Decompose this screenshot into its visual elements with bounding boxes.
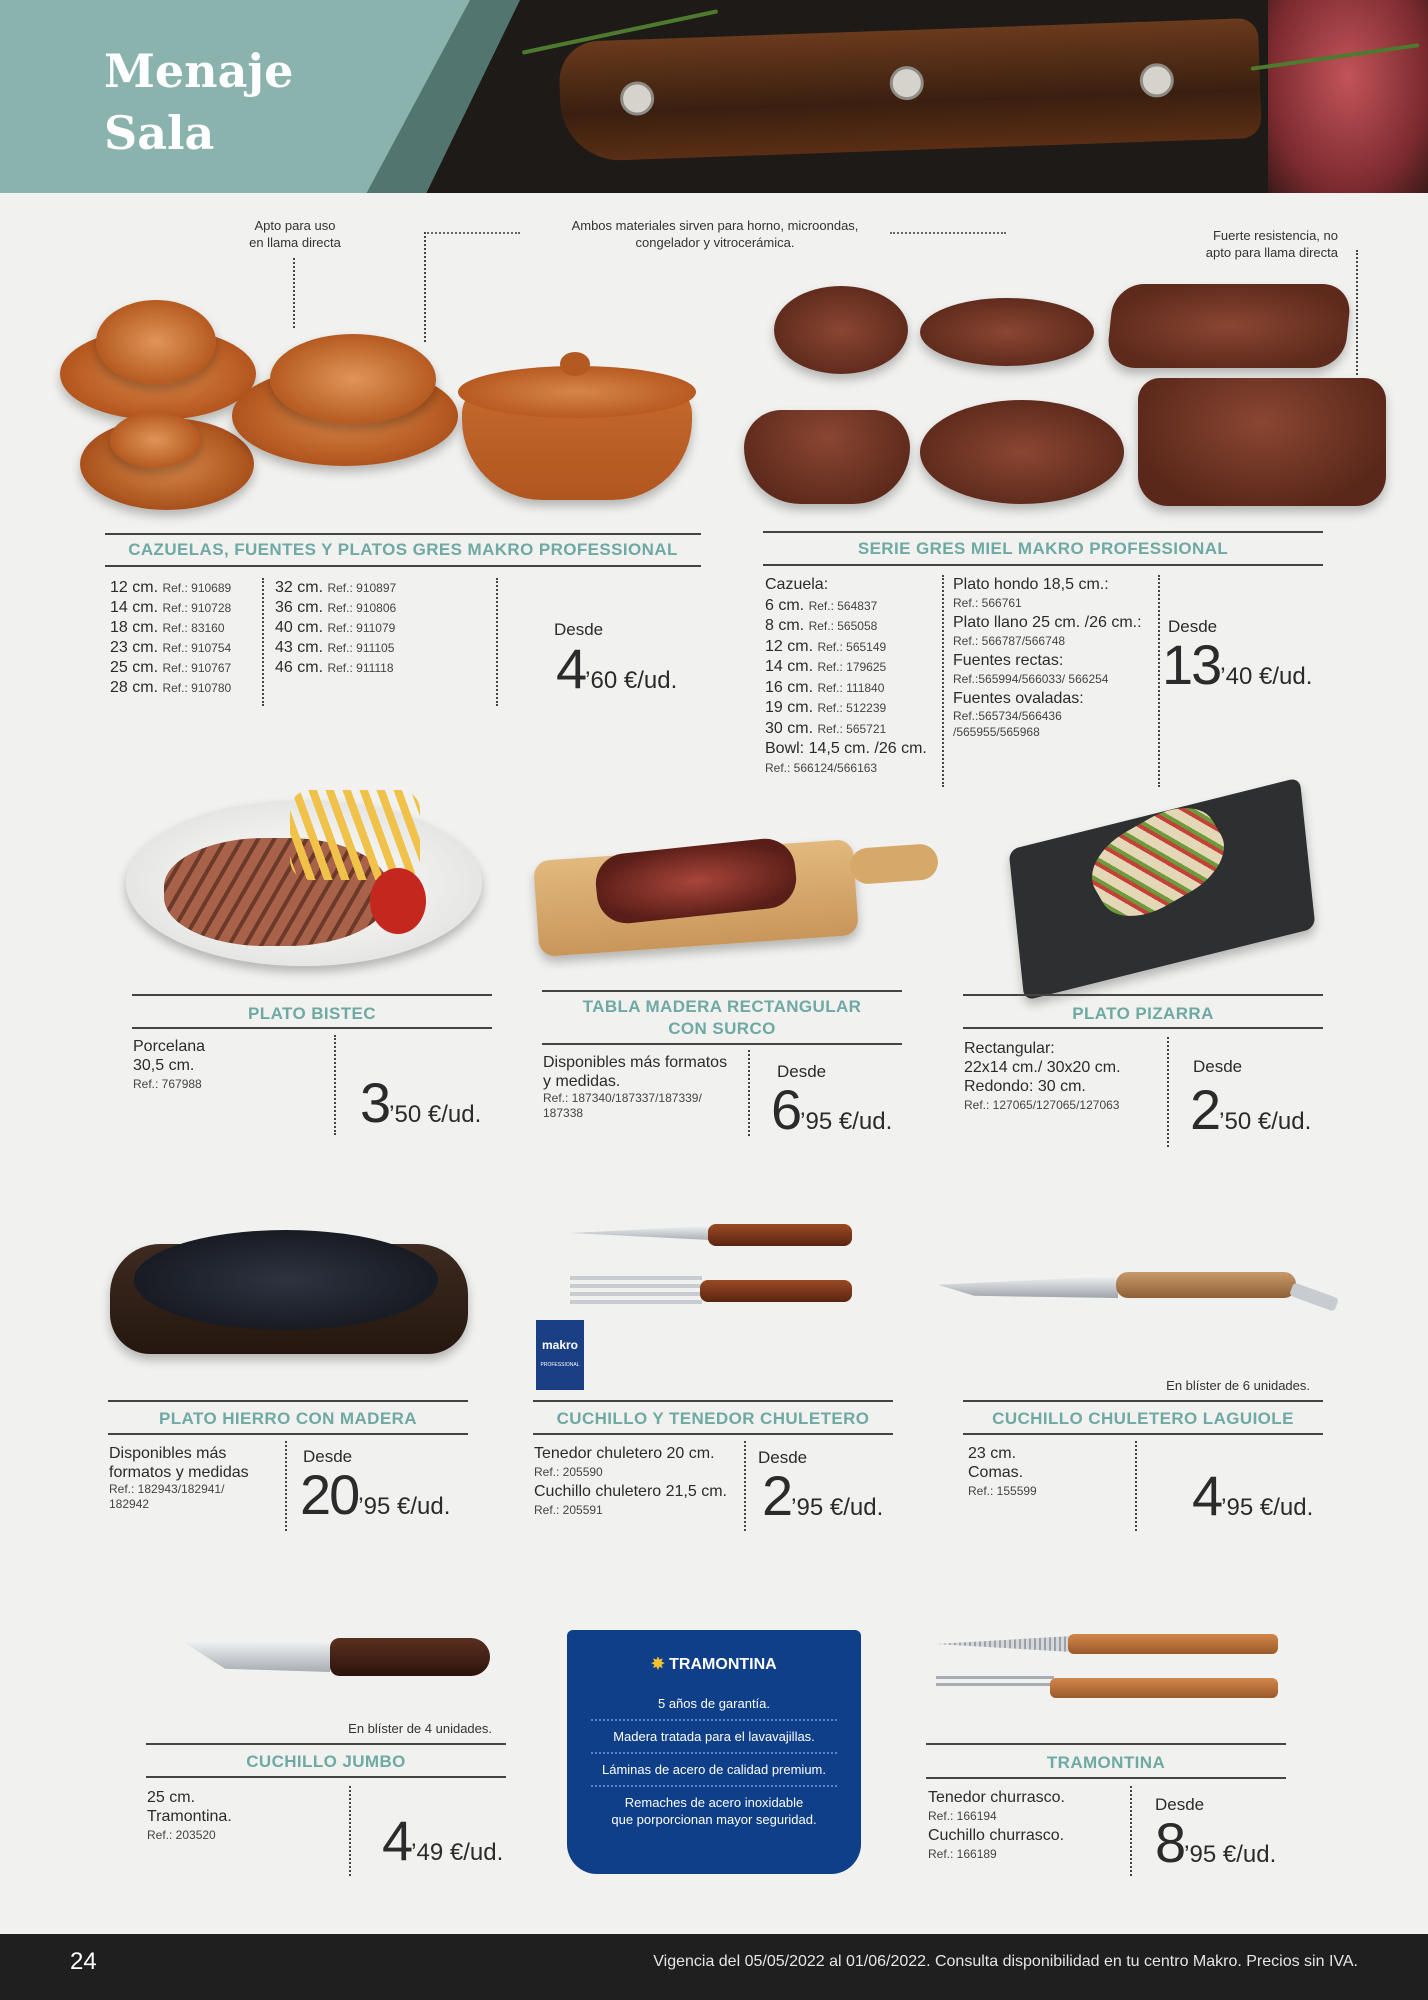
rule [132, 1027, 492, 1029]
gres-miel-platos: Plato hondo 18,5 cm.: Ref.: 566761 Plato llano 25 cm. /26 cm.: Ref.: 566787/566748 Fuentes rectas: Ref.:565994/566033/ 566254 Fuentes ovaladas: Ref.:565734/566436 /565955/565968 [953, 576, 1142, 739]
rule [533, 1400, 893, 1402]
rule [963, 1433, 1323, 1435]
jumbo-blade-image [180, 1640, 330, 1672]
laguiole-blade-image [938, 1276, 1118, 1298]
divider [285, 1441, 287, 1531]
cuchillo-tenedor-specs: Tenedor chuletero 20 cm. Ref.: 205590 Cuchillo chuletero 21,5 cm. Ref.: 205591 [534, 1445, 727, 1517]
fuente-ovalada-image [920, 400, 1124, 504]
page-number: 24 [70, 1948, 97, 1975]
price-plato-bistec: 3’50 €/ud. [360, 1071, 482, 1134]
rule [105, 565, 701, 567]
cuchillo-handle-image [708, 1224, 852, 1246]
rule [963, 1400, 1323, 1402]
validity-text: Vigencia del 05/05/2022 al 01/06/2022. Consulta disponibilidad en tu centro Makro. Precios sin IVA. [653, 1953, 1358, 1970]
section-title-plato-hierro: PLATO HIERRO CON MADERA [159, 1409, 417, 1428]
churrasco-blade-image [936, 1636, 1072, 1652]
cazuelas-sizes-col1: 12 cm. Ref.: 910689 14 cm. Ref.: 910728 18 cm. Ref.: 83160 23 cm. Ref.: 910754 25 cm. Ref.: 910767 28 cm. Ref.: 910780 [110, 579, 232, 696]
rule [146, 1776, 506, 1778]
cazuela-image [270, 334, 436, 424]
rule [763, 564, 1323, 566]
leader-line [1356, 250, 1358, 375]
note-materiales: Ambos materiales sirven para horno, microondas, congelador y vitrocerámica. [571, 218, 859, 250]
desde-label: Desde [1168, 617, 1218, 636]
divider [1158, 575, 1160, 787]
plato-bistec-specs: Porcelana 30,5 cm. Ref.: 767988 [133, 1038, 206, 1091]
price-plato-hierro: 20’95 €/ud. [300, 1463, 451, 1526]
steak-image [1268, 0, 1428, 193]
price-cazuelas: 4’60 €/ud. [556, 637, 678, 700]
desde-label: Desde [554, 620, 604, 639]
section-title-jumbo: CUCHILLO JUMBO [246, 1752, 406, 1771]
note-blister-6: En blíster de 6 unidades. [1166, 1378, 1310, 1393]
divider [748, 1050, 750, 1136]
laguiole-specs: 23 cm. Comas. Ref.: 155599 [968, 1445, 1037, 1498]
rule [963, 994, 1323, 996]
tramontina-brand: ✸ TRAMONTINA [651, 1656, 777, 1673]
price-jumbo: 4’49 €/ud. [382, 1809, 504, 1872]
plato-hierro-specs: Disponibles más formatos y medidas Ref.: 182943/182941/ 182942 [109, 1445, 249, 1511]
leader-line [424, 232, 520, 234]
desde-label: Desde [1193, 1057, 1243, 1076]
divider [496, 578, 498, 706]
pepper-image [370, 868, 426, 934]
price-gres-miel: 13’40 €/ud. [1162, 633, 1313, 696]
churrasco-fork-handle-image [1050, 1678, 1278, 1698]
rule [108, 1400, 468, 1402]
fries-image [290, 790, 420, 880]
rule [132, 994, 492, 996]
cuchillo-blade-image [570, 1226, 710, 1240]
jumbo-specs: 25 cm. Tramontina. Ref.: 203520 [147, 1789, 232, 1842]
price-tabla-madera: 6’95 €/ud. [771, 1078, 893, 1141]
divider [942, 575, 944, 787]
note-llama-directa: Apto para uso en llama directa [249, 218, 341, 250]
knife-handle-image [558, 18, 1262, 162]
tramontina-feature: 5 años de garantía. [591, 1688, 837, 1721]
rule [926, 1777, 1286, 1779]
churrasco-knife-handle-image [1068, 1634, 1278, 1654]
rule [146, 1743, 506, 1745]
note-blister-4: En blíster de 4 unidades. [348, 1721, 492, 1736]
cazuelas-sizes-col2: 32 cm. Ref.: 910897 36 cm. Ref.: 910806 40 cm. Ref.: 911079 43 cm. Ref.: 911105 46 cm. Ref.: 911118 [275, 579, 397, 676]
rivet [620, 81, 655, 116]
desde-label: Desde [303, 1447, 353, 1466]
rule [105, 533, 701, 535]
leader-line [293, 258, 295, 328]
plato-hierro-image [134, 1230, 438, 1330]
rule [542, 1043, 902, 1045]
tramontina-feature: Madera tratada para el lavavajillas. [591, 1721, 837, 1754]
leader-line [424, 232, 426, 342]
leader-line [890, 232, 1006, 234]
divider [262, 578, 264, 706]
tramontina-info-box [567, 1630, 861, 1874]
tenedor-tines-image [570, 1276, 702, 1306]
price-plato-pizarra: 2’50 €/ud. [1190, 1078, 1312, 1141]
cazuela-image [110, 412, 200, 468]
plato-llano-image [920, 298, 1094, 366]
section-title-plato-pizarra: PLATO PIZARRA [1072, 1004, 1214, 1023]
plato-pizarra-specs: Rectangular: 22x14 cm./ 30x20 cm. Redondo: 30 cm. Ref.: 127065/127065/127063 [964, 1040, 1121, 1112]
divider [1135, 1441, 1137, 1531]
tabla-handle-image [849, 843, 939, 885]
cazuela-miel-image [744, 410, 910, 504]
plato-hondo-image [774, 286, 908, 374]
rule [963, 1027, 1323, 1029]
section-title-cuchillo-tenedor: CUCHILLO Y TENEDOR CHULETERO [556, 1409, 870, 1428]
note-resistencia: Fuerte resistencia, no apto para llama directa [1205, 228, 1338, 260]
tenedor-handle-image [700, 1280, 852, 1302]
divider [349, 1786, 351, 1876]
star-icon: ✸ [651, 1656, 665, 1673]
divider [334, 1035, 336, 1135]
laguiole-tip-image [1289, 1282, 1339, 1312]
price-laguiole: 4’95 €/ud. [1192, 1464, 1314, 1527]
section-title-laguiole: CUCHILLO CHULETERO LAGUIOLE [992, 1409, 1294, 1428]
rule [542, 990, 902, 992]
rule [533, 1433, 893, 1435]
churrasco-fork-tines-image [936, 1676, 1054, 1686]
cazuela-image [96, 300, 216, 384]
rule [763, 531, 1323, 533]
divider [1130, 1786, 1132, 1876]
jumbo-handle-image [330, 1638, 490, 1676]
laguiole-handle-image [1116, 1272, 1296, 1298]
section-title-plato-bistec: PLATO BISTEC [248, 1004, 376, 1023]
rivet [889, 66, 924, 101]
rule [108, 1433, 468, 1435]
divider [1167, 1037, 1169, 1147]
tramontina-specs: Tenedor churrasco. Ref.: 166194 Cuchillo churrasco. Ref.: 166189 [928, 1789, 1065, 1861]
olla-knob-image [560, 352, 590, 376]
section-title-tramontina: TRAMONTINA [1046, 1753, 1166, 1772]
fuente-recta-grande-image [1138, 378, 1386, 506]
page-title: Menaje Sala [104, 44, 294, 160]
rivet [1139, 63, 1174, 98]
makro-professional-badge: makro PROFESSIONAL [536, 1320, 584, 1390]
desde-label: Desde [1155, 1795, 1205, 1814]
tramontina-feature: Láminas de acero de calidad premium. [591, 1754, 837, 1787]
divider [744, 1441, 746, 1531]
section-title-tabla-madera: TABLA MADERA RECTANGULAR CON SURCO [582, 997, 862, 1038]
desde-label: Desde [758, 1448, 808, 1467]
fuente-recta-image [1106, 284, 1353, 368]
desde-label: Desde [777, 1062, 827, 1081]
section-title-gres-miel: SERIE GRES MIEL MAKRO PROFESSIONAL [857, 539, 1229, 558]
rule [926, 1743, 1286, 1745]
price-cuchillo-tenedor: 2’95 €/ud. [762, 1464, 884, 1527]
tramontina-feature: Remaches de acero inoxidable que porporcionan mayor seguridad. [611, 1795, 817, 1827]
tabla-madera-specs: Disponibles más formatos y medidas. Ref.: 187340/187337/187339/ 187338 [543, 1054, 728, 1120]
section-title-cazuelas: CAZUELAS, FUENTES Y PLATOS GRES MAKRO PROFESSIONAL [128, 540, 678, 559]
gres-miel-cazuela-sizes: Cazuela: 6 cm. Ref.: 564837 8 cm. Ref.: 565058 12 cm. Ref.: 565149 14 cm. Ref.: 179625 16 cm. Ref.: 111840 19 cm. Ref.: 512239 30 cm. Ref.: 565721 Bowl: 14,5 cm. /26 cm. Ref.: 566124/566163 [765, 576, 927, 775]
price-tramontina: 8’95 €/ud. [1155, 1811, 1277, 1874]
